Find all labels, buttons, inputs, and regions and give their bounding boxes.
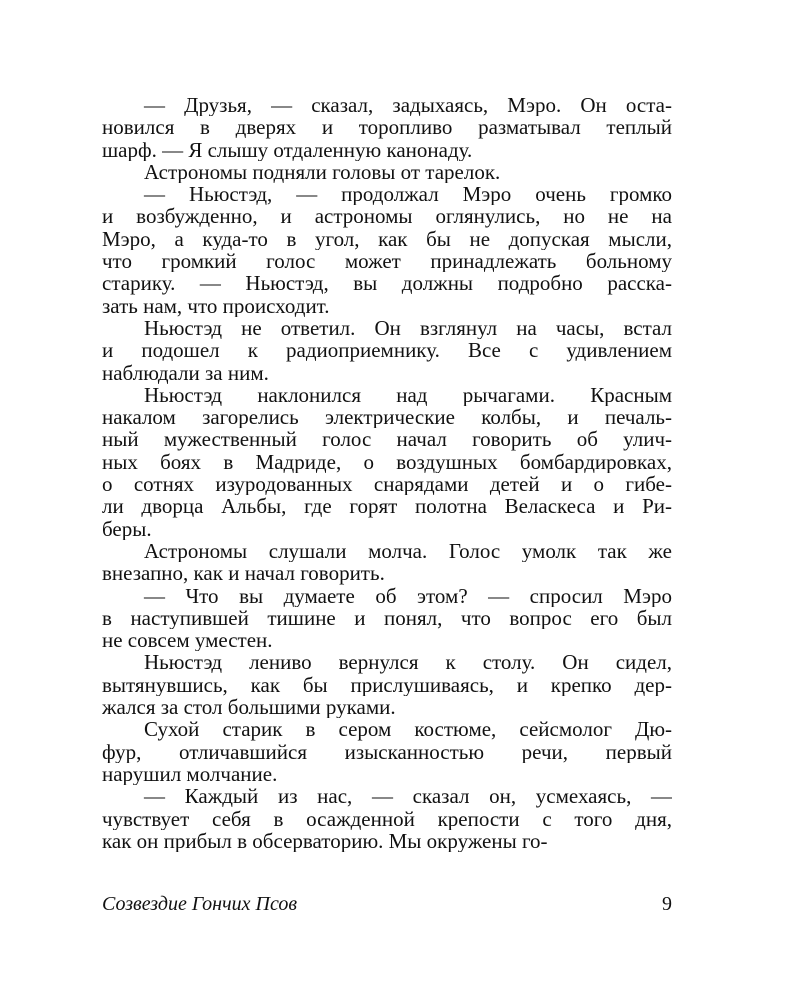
paragraph: [102, 785, 672, 852]
paragraph: [102, 384, 672, 540]
text-line: не совсем уместен.: [102, 629, 273, 652]
text-line: наблюдали за ним.: [102, 361, 269, 384]
text-line: Мэро, а куда-то в угол, как бы не допуская мысли,: [102, 227, 672, 251]
text-line: Астрономы слушали молча. Голос умолк так же: [144, 539, 672, 563]
text-line: накалом загорелись электрические колбы, и печаль-: [102, 406, 672, 429]
text-line: Сухой старик в сером костюме, сейсмолог Дю-: [144, 718, 672, 741]
text-line: новился в дверях и торопливо разматывал теплый: [102, 116, 672, 139]
text-line: как он прибыл в обсерваторию. Мы окружены го-: [102, 829, 548, 853]
paragraph: [102, 94, 672, 161]
text-line: что громкий голос может принадлежать больному: [102, 250, 672, 273]
paragraph: [102, 585, 672, 652]
text-line: шарф. — Я слышу отдаленную канонаду.: [102, 138, 473, 161]
text-line: в наступившей тишине и понял, что вопрос его был: [102, 606, 672, 630]
text-line: беры.: [102, 517, 152, 540]
text-line: — Что вы думаете об этом? — спросил Мэро: [144, 584, 672, 607]
body-text: [102, 94, 672, 852]
text-line: ный мужественный голос начал говорить об улич-: [102, 428, 672, 451]
paragraph: [102, 718, 672, 785]
text-line: фур, отличавшийся изысканностью речи, первый: [102, 740, 672, 763]
text-line: — Друзья, — сказал, задыхаясь, Мэро. Он оста-: [144, 94, 672, 117]
paragraph: [102, 161, 672, 183]
paragraph: [102, 317, 672, 384]
text-line: внезапно, как и начал говорить.: [102, 562, 385, 585]
text-line: Ньюстэд лениво вернулся к столу. Он сидел,: [144, 651, 672, 674]
text-line: чувствует себя в осажденной крепости с того дня,: [102, 807, 672, 830]
text-line: Ньюстэд наклонился над рычагами. Красным: [144, 383, 672, 407]
page-number: 9: [662, 893, 672, 915]
text-line: нарушил молчание.: [102, 762, 278, 786]
paragraph: [102, 651, 672, 718]
text-line: старику. — Ньюстэд, вы должны подробно расска-: [102, 272, 672, 295]
text-line: — Ньюстэд, — продолжал Мэро очень громко: [144, 183, 672, 206]
text-line: о сотнях изуродованных снарядами детей и о гибе-: [102, 473, 672, 496]
paragraph: [102, 540, 672, 585]
text-line: жался за стол большими руками.: [102, 696, 396, 719]
text-line: Астрономы подняли головы от тарелок.: [144, 160, 501, 184]
text-line: Ньюстэд не ответил. Он взглянул на часы, встал: [144, 316, 672, 340]
text-line: ных боях в Мадриде, о воздушных бомбардировках,: [102, 450, 672, 474]
text-line: и возбужденно, и астрономы оглянулись, но не на: [102, 205, 672, 228]
paragraph: [102, 183, 672, 317]
text-line: вытянувшись, как бы прислушиваясь, и крепко дер-: [102, 673, 672, 697]
text-line: ли дворца Альбы, где горят полотна Веласкеса и Ри-: [102, 495, 672, 518]
text-line: — Каждый из нас, — сказал он, усмехаясь, —: [144, 785, 672, 808]
running-footer-title: Созвездие Гончих Псов: [102, 893, 298, 915]
text-line: зать нам, что происходит.: [102, 294, 330, 317]
text-line: и подошел к радиоприемнику. Все с удивлением: [102, 339, 672, 362]
